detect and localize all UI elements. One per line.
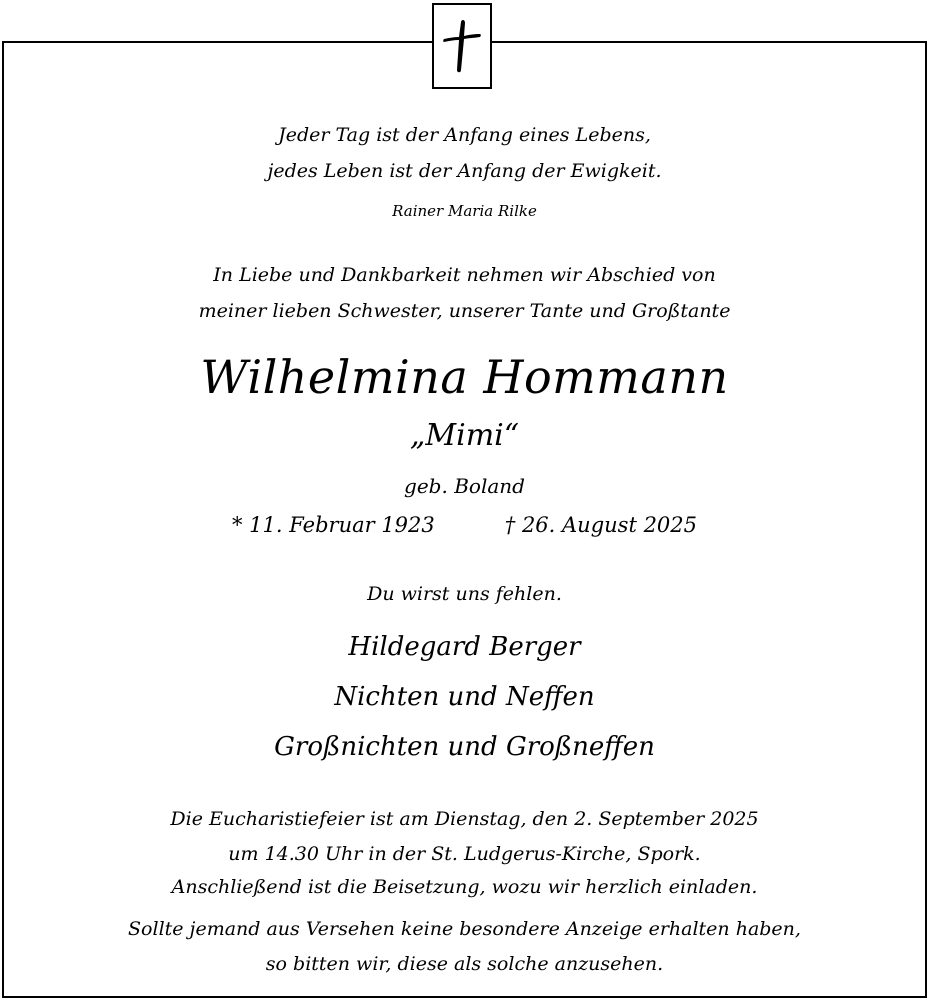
mourner-3: Großnichten und Großneffen bbox=[274, 732, 655, 762]
intro-line-1: In Liebe und Dankbarkeit nehmen wir Abschied von bbox=[213, 264, 716, 286]
deceased-name: Wilhelmina Hommann bbox=[200, 350, 729, 404]
birth-date: * 11. Februar 1923 bbox=[231, 513, 435, 537]
death-date: † 26. August 2025 bbox=[504, 513, 698, 537]
notice-line-1: Sollte jemand aus Versehen keine besondere Anzeige erhalten haben, bbox=[128, 918, 801, 940]
intro-line-2: meiner lieben Schwester, unserer Tante und Großtante bbox=[198, 300, 731, 322]
maiden-name: geb. Boland bbox=[404, 474, 525, 498]
cross-icon bbox=[440, 14, 484, 78]
life-dates bbox=[0, 513, 929, 537]
mourner-2: Nichten und Neffen bbox=[334, 682, 595, 712]
farewell-text: Du wirst uns fehlen. bbox=[367, 583, 562, 605]
service-line-3: Anschließend ist die Beisetzung, wozu wir herzlich einladen. bbox=[171, 876, 758, 898]
quote-line-2: jedes Leben ist der Anfang der Ewigkeit. bbox=[267, 160, 662, 182]
cross-emblem bbox=[432, 3, 492, 89]
notice-line-2: so bitten wir, diese als solche anzusehen. bbox=[265, 953, 664, 975]
deceased-nickname: „Mimi“ bbox=[409, 418, 520, 453]
mourner-1: Hildegard Berger bbox=[348, 632, 581, 662]
service-line-1: Die Eucharistiefeier ist am Dienstag, den 2. September 2025 bbox=[170, 808, 759, 830]
quote-author: Rainer Maria Rilke bbox=[392, 202, 537, 220]
quote-line-1: Jeder Tag ist der Anfang eines Lebens, bbox=[278, 124, 651, 146]
service-line-2: um 14.30 Uhr in der St. Ludgerus-Kirche, Spork. bbox=[228, 843, 701, 865]
